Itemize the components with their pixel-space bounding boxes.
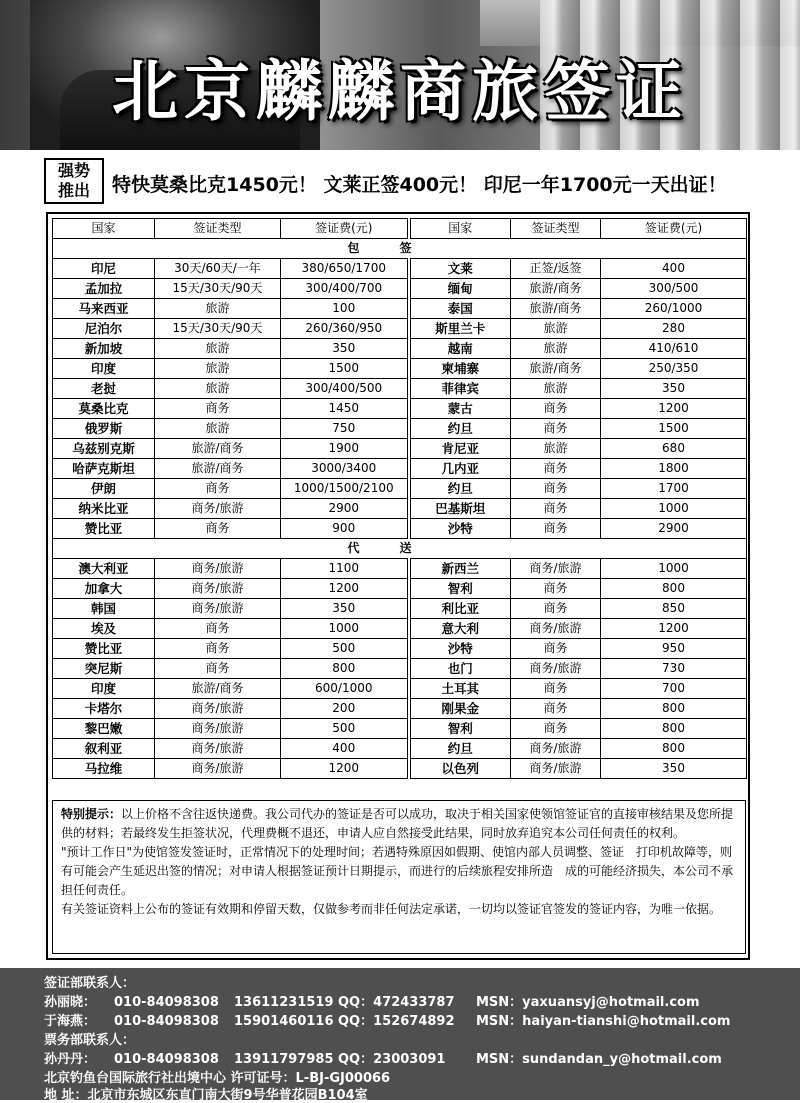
cell-fee: 100 [281,299,409,319]
cell-country: 乌兹别克斯 [53,439,155,459]
promo-line [44,156,800,208]
table-row [53,759,747,779]
cell-fee: 680 [601,439,747,459]
cell-country: 刚果金 [409,699,511,719]
cell-visa-type: 商务/旅游 [155,719,281,739]
cell-fee: 800 [601,719,747,739]
cell-visa-type: 商务 [511,679,601,699]
table-row [53,479,747,499]
cell-visa-type: 旅游 [155,299,281,319]
header-country: 国家 [53,219,155,239]
cell-fee: 300/400/700 [281,279,409,299]
cell-fee: 2900 [281,499,409,519]
table-row [53,639,747,659]
cell-country: 沙特 [409,519,511,539]
cell-fee: 800 [601,699,747,719]
cell-visa-type: 商务/旅游 [155,499,281,519]
table-row [53,559,747,579]
cell-country: 约旦 [409,479,511,499]
company-address: 地 址：北京市东城区东直门南大街9号华普花园B104室 [44,1088,368,1103]
table-row [53,659,747,679]
section-label: 包签 [53,239,747,259]
cell-visa-type: 商务 [511,699,601,719]
table-row [53,299,747,319]
cell-visa-type: 商务 [155,659,281,679]
promo-tag-line2: 推出 [57,181,90,200]
cell-visa-type: 商务 [511,479,601,499]
table-header-row [53,219,747,239]
cell-country: 斯里兰卡 [409,319,511,339]
cell-visa-type: 旅游/商务 [511,359,601,379]
contact-footer [0,968,800,1103]
table-row [53,679,747,699]
visa-fee-table [52,218,747,779]
table-row [53,719,747,739]
cell-fee: 1000/1500/2100 [281,479,409,499]
section-row [53,539,747,559]
cell-fee: 350 [601,759,747,779]
cell-fee: 1000 [281,619,409,639]
cell-country: 柬埔寨 [409,359,511,379]
cell-visa-type: 旅游 [511,339,601,359]
cell-fee: 350 [601,379,747,399]
visa-dept-heading: 签证部联系人： [44,976,136,991]
cell-country: 印尼 [53,259,155,279]
table-row [53,619,747,639]
cell-visa-type: 旅游/商务 [155,679,281,699]
cell-fee: 1500 [601,419,747,439]
notes-text-3: 有关签证资料上公布的签证有效期和停留天数，仅做参考而非任何法定承诺，一切均以签证官签发的签证内容，为唯一依据。 [61,902,722,916]
table-row [53,419,747,439]
cell-fee: 400 [281,739,409,759]
cell-fee: 950 [601,639,747,659]
cell-country: 孟加拉 [53,279,155,299]
cell-visa-type: 旅游/商务 [511,299,601,319]
table-row [53,519,747,539]
cell-country: 印度 [53,679,155,699]
cell-visa-type: 商务/旅游 [155,759,281,779]
cell-country: 赞比亚 [53,639,155,659]
cell-visa-type: 旅游 [155,339,281,359]
header-banner [0,0,800,150]
cell-fee: 750 [281,419,409,439]
section-row [53,239,747,259]
cell-country: 也门 [409,659,511,679]
cell-country: 几内亚 [409,459,511,479]
notes-text-1: 以上价格不含往返快递费。我公司代办的签证是否可以成功，取决于相关国家使领馆签证官的直接审核结果及您所提供的材料；若最终发生拒签状况，代理费概不退还，申请人应自然接受此结果，同时放弃追究本公司任何责任的权利。 [61,807,734,840]
cell-visa-type: 商务/旅游 [155,579,281,599]
cell-fee: 280 [601,319,747,339]
cell-country: 文莱 [409,259,511,279]
table-row [53,439,747,459]
header-fee: 签证费(元) [281,219,409,239]
cell-fee: 380/650/1700 [281,259,409,279]
cell-country: 智利 [409,579,511,599]
cell-visa-type: 商务 [511,639,601,659]
cell-fee: 1500 [281,359,409,379]
cell-country: 埃及 [53,619,155,639]
table-row [53,459,747,479]
cell-country: 韩国 [53,599,155,619]
header-fee: 签证费(元) [601,219,747,239]
cell-visa-type: 15天/30天/90天 [155,319,281,339]
table-row [53,399,747,419]
cell-fee: 1100 [281,559,409,579]
cell-fee: 500 [281,719,409,739]
cell-country: 新加坡 [53,339,155,359]
cell-country: 土耳其 [409,679,511,699]
company-title: 北京麟麟商旅签证 [112,53,688,130]
table-row [53,379,747,399]
contact-row-2: 于海燕： 010-84098308 15901460116 QQ：152674892 MSN：haiyan-tianshi@hotmail.com [44,1014,731,1029]
cell-country: 突尼斯 [53,659,155,679]
cell-visa-type: 商务/旅游 [155,739,281,759]
cell-country: 伊朗 [53,479,155,499]
cell-country: 以色列 [409,759,511,779]
header-visa-type: 签证类型 [511,219,601,239]
table-row [53,359,747,379]
cell-country: 莫桑比克 [53,399,155,419]
cell-country: 马拉维 [53,759,155,779]
cell-country: 卡塔尔 [53,699,155,719]
cell-visa-type: 商务 [511,459,601,479]
cell-country: 纳米比亚 [53,499,155,519]
promo-tag [44,158,104,204]
cell-visa-type: 旅游 [511,379,601,399]
cell-country: 印度 [53,359,155,379]
cell-country: 利比亚 [409,599,511,619]
cell-country: 加拿大 [53,579,155,599]
section-label: 代送 [53,539,747,559]
cell-fee: 200 [281,699,409,719]
cell-country: 叙利亚 [53,739,155,759]
cell-fee: 730 [601,659,747,679]
cell-fee: 600/1000 [281,679,409,699]
cell-fee: 700 [601,679,747,699]
cell-visa-type: 15天/30天/90天 [155,279,281,299]
cell-fee: 1450 [281,399,409,419]
cell-visa-type: 商务 [511,599,601,619]
table-row [53,499,747,519]
cell-country: 赞比亚 [53,519,155,539]
cell-fee: 1200 [601,619,747,639]
cell-fee: 3000/3400 [281,459,409,479]
cell-visa-type: 商务/旅游 [511,759,601,779]
cell-country: 菲律宾 [409,379,511,399]
cell-country: 肯尼亚 [409,439,511,459]
table-row [53,279,747,299]
cell-fee: 1000 [601,559,747,579]
table-row [53,739,747,759]
header-country: 国家 [409,219,511,239]
cell-country: 尼泊尔 [53,319,155,339]
cell-fee: 1900 [281,439,409,459]
fee-table-frame [46,212,750,960]
notes-text-2: "预计工作日"为使馆签发签证时，正常情况下的处理时间；若遇特殊原因如假期、使馆内部人员调整、签证 打印机故障等，则有可能会产生延迟出签的情况；对申请人根据签证预计日期提示，而进行的后续旅程安排所造 成的可能经济损失，本公司不承担任何责任。 [61,845,734,897]
cell-visa-type: 商务 [511,499,601,519]
cell-visa-type: 旅游 [155,379,281,399]
cell-fee: 900 [281,519,409,539]
cell-fee: 260/360/950 [281,319,409,339]
cell-fee: 500 [281,639,409,659]
cell-fee: 350 [281,599,409,619]
cell-fee: 300/500 [601,279,747,299]
cell-fee: 850 [601,599,747,619]
cell-visa-type: 商务 [155,479,281,499]
cell-visa-type: 旅游/商务 [155,439,281,459]
cell-visa-type: 旅游/商务 [155,459,281,479]
cell-country: 新西兰 [409,559,511,579]
cell-country: 俄罗斯 [53,419,155,439]
cell-fee: 400 [601,259,747,279]
cell-country: 黎巴嫩 [53,719,155,739]
cell-visa-type: 旅游 [155,419,281,439]
cell-fee: 1700 [601,479,747,499]
notes-lead: 特别提示： [61,807,122,821]
cell-visa-type: 旅游 [511,319,601,339]
cell-visa-type: 30天/60天/一年 [155,259,281,279]
cell-fee: 800 [601,739,747,759]
contact-row-3: 孙丹丹： 010-84098308 13911797985 QQ：23003091 MSN：sundandan_y@hotmail.com [44,1052,722,1067]
table-row [53,319,747,339]
cell-country: 蒙古 [409,399,511,419]
cell-visa-type: 商务 [155,639,281,659]
cell-visa-type: 商务/旅游 [155,599,281,619]
ticket-dept-heading: 票务部联系人： [44,1033,136,1048]
header-visa-type: 签证类型 [155,219,281,239]
cell-visa-type: 旅游/商务 [511,279,601,299]
promo-text: 特快莫桑比克1450元！ 文莱正签400元！ 印尼一年1700元一天出证！ [112,174,727,196]
cell-visa-type: 商务 [155,399,281,419]
contact-row-1: 孙丽晓： 010-84098308 13611231519 QQ：472433787 MSN：yaxuansyj@hotmail.com [44,995,700,1010]
cell-visa-type: 商务/旅游 [511,739,601,759]
cell-visa-type: 商务 [155,519,281,539]
cell-fee: 410/610 [601,339,747,359]
cell-fee: 1200 [281,579,409,599]
cell-country: 泰国 [409,299,511,319]
cell-country: 智利 [409,719,511,739]
cell-visa-type: 商务 [511,719,601,739]
cell-visa-type: 正签/返签 [511,259,601,279]
cell-visa-type: 商务/旅游 [511,619,601,639]
cell-country: 沙特 [409,639,511,659]
promo-tag-line1: 强势 [57,161,90,180]
table-row [53,599,747,619]
table-row [53,699,747,719]
cell-country: 约旦 [409,419,511,439]
cell-fee: 260/1000 [601,299,747,319]
cell-country: 意大利 [409,619,511,639]
cell-fee: 300/400/500 [281,379,409,399]
cell-visa-type: 商务/旅游 [511,659,601,679]
table-row [53,339,747,359]
cell-fee: 2900 [601,519,747,539]
cell-visa-type: 商务/旅游 [511,559,601,579]
cell-fee: 250/350 [601,359,747,379]
cell-fee: 1000 [601,499,747,519]
cell-country: 老挝 [53,379,155,399]
cell-visa-type: 商务 [511,519,601,539]
cell-fee: 350 [281,339,409,359]
cell-fee: 1200 [601,399,747,419]
cell-country: 哈萨克斯坦 [53,459,155,479]
cell-country: 越南 [409,339,511,359]
cell-country: 缅甸 [409,279,511,299]
cell-visa-type: 商务/旅游 [155,559,281,579]
table-row [53,579,747,599]
notes-paragraph [61,805,737,843]
cell-fee: 800 [601,579,747,599]
cell-visa-type: 商务/旅游 [155,699,281,719]
cell-visa-type: 商务 [511,399,601,419]
special-notes [52,800,746,954]
table-row [53,259,747,279]
cell-visa-type: 商务 [511,419,601,439]
cell-visa-type: 旅游 [155,359,281,379]
cell-fee: 1200 [281,759,409,779]
cell-fee: 1800 [601,459,747,479]
cell-visa-type: 旅游 [511,439,601,459]
cell-country: 澳大利亚 [53,559,155,579]
cell-visa-type: 商务 [155,619,281,639]
company-license: 北京钓鱼台国际旅行社出境中心 许可证号：L-BJ-GJ00066 [44,1071,391,1086]
cell-country: 马来西亚 [53,299,155,319]
cell-fee: 800 [281,659,409,679]
cell-country: 约旦 [409,739,511,759]
cell-country: 巴基斯坦 [409,499,511,519]
cell-visa-type: 商务 [511,579,601,599]
